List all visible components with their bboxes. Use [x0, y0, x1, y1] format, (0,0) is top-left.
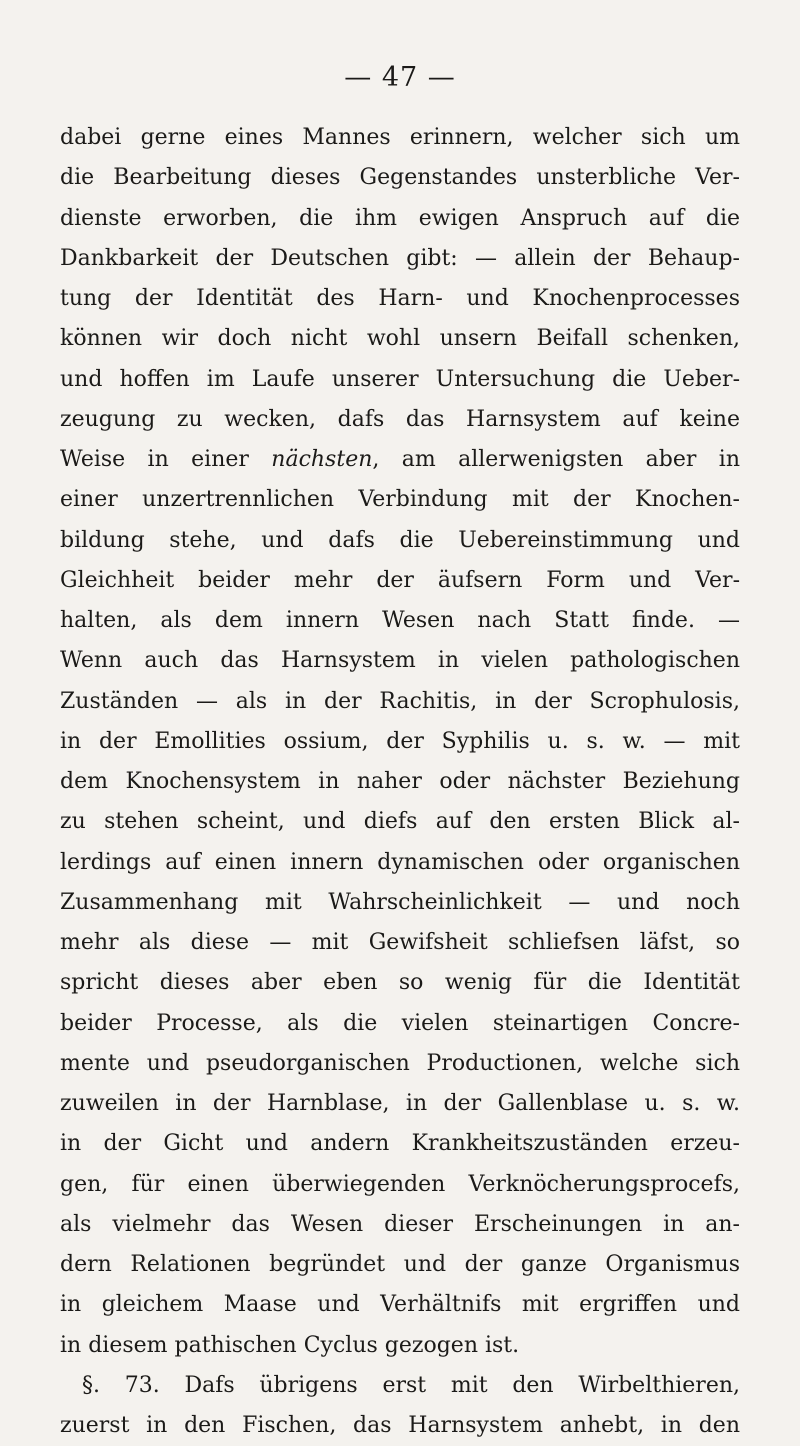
text-line: Zuständen — als in der Rachitis, in der Scrophulosis, [60, 688, 740, 714]
body-text [60, 118, 740, 1446]
text-line: lerdings auf einen innern dynamischen oder organischen [60, 849, 740, 875]
text-line: die Bearbeitung dieses Gegenstandes unsterbliche Ver- [60, 165, 740, 191]
text-line: in der Gicht und andern Krankheitszuständen erzeu- [60, 1131, 740, 1157]
paragraph-end-line: in diesem pathischen Cyclus gezogen ist. [60, 1332, 520, 1358]
text-line: als vielmehr das Wesen dieser Erscheinungen in an- [60, 1211, 740, 1237]
text-line: Dankbarkeit der Deutschen gibt: — allein der Behaup- [60, 245, 740, 271]
text-line: zeugung zu wecken, dafs das Harnsystem auf keine [60, 406, 740, 432]
text-line-start: Weise in einer [60, 447, 272, 472]
text-line: und hoffen im Laufe unserer Untersuchung die Ueber- [60, 366, 740, 392]
text-line: tung der Identität des Harn- und Knochenprocesses [60, 286, 740, 311]
text-line: in gleichem Maase und Verhältnifs mit ergriffen und [60, 1292, 740, 1318]
text-line: Wenn auch das Harnsystem in vielen pathologischen [60, 648, 740, 674]
text-line: zuerst in den Fischen, das Harnsystem anhebt, in den [60, 1413, 740, 1438]
text-line-with-emphasis [60, 440, 740, 480]
section-start-line: §. 73. Dafs übrigens erst mit den Wirbelthieren, [82, 1372, 740, 1398]
text-line: halten, als dem innern Wesen nach Statt finde. — [60, 608, 740, 633]
emphasized-word: nächsten [271, 447, 373, 472]
text-line: dern Relationen begründet und der ganze Organismus [60, 1252, 740, 1277]
text-line: bildung stehe, und dafs die Uebereinstimmung und [60, 527, 740, 553]
page-number: — 47 — [344, 62, 456, 93]
text-line: spricht dieses aber eben so wenig für die Identität [60, 970, 740, 996]
text-line: Zusammenhang mit Wahrscheinlichkeit — und noch [60, 889, 740, 915]
text-line: in der Emollities ossium, der Syphilis u. s. w. — mit [60, 728, 740, 754]
text-line: gen, für einen überwiegenden Verknöcherungsprocefs, [60, 1171, 740, 1197]
text-line: mente und pseudorganischen Productionen, welche sich [60, 1050, 740, 1076]
text-line: einer unzertrennlichen Verbindung mit der Knochen- [60, 487, 740, 513]
text-line: können wir doch nicht wohl unsern Beifall schenken, [60, 326, 740, 352]
text-line: dem Knochensystem in naher oder nächster Beziehung [60, 769, 740, 794]
text-line: beider Processe, als die vielen steinartigen Concre- [60, 1010, 740, 1036]
text-line: zuweilen in der Harnblase, in der Gallenblase u. s. w. [60, 1091, 740, 1116]
text-line: dienste erworben, die ihm ewigen Anspruch auf die [60, 205, 740, 231]
text-line: dabei gerne eines Mannes erinnern, welcher sich um [60, 125, 740, 150]
text-line: zu stehen scheint, und diefs auf den ersten Blick al- [60, 809, 740, 835]
text-line-end: , am allerwenigsten aber in [372, 447, 740, 472]
text-line: Gleichheit beider mehr der äufsern Form und Ver- [60, 567, 740, 593]
text-line: mehr als diese — mit Gewifsheit schliefsen läfst, so [60, 930, 740, 955]
